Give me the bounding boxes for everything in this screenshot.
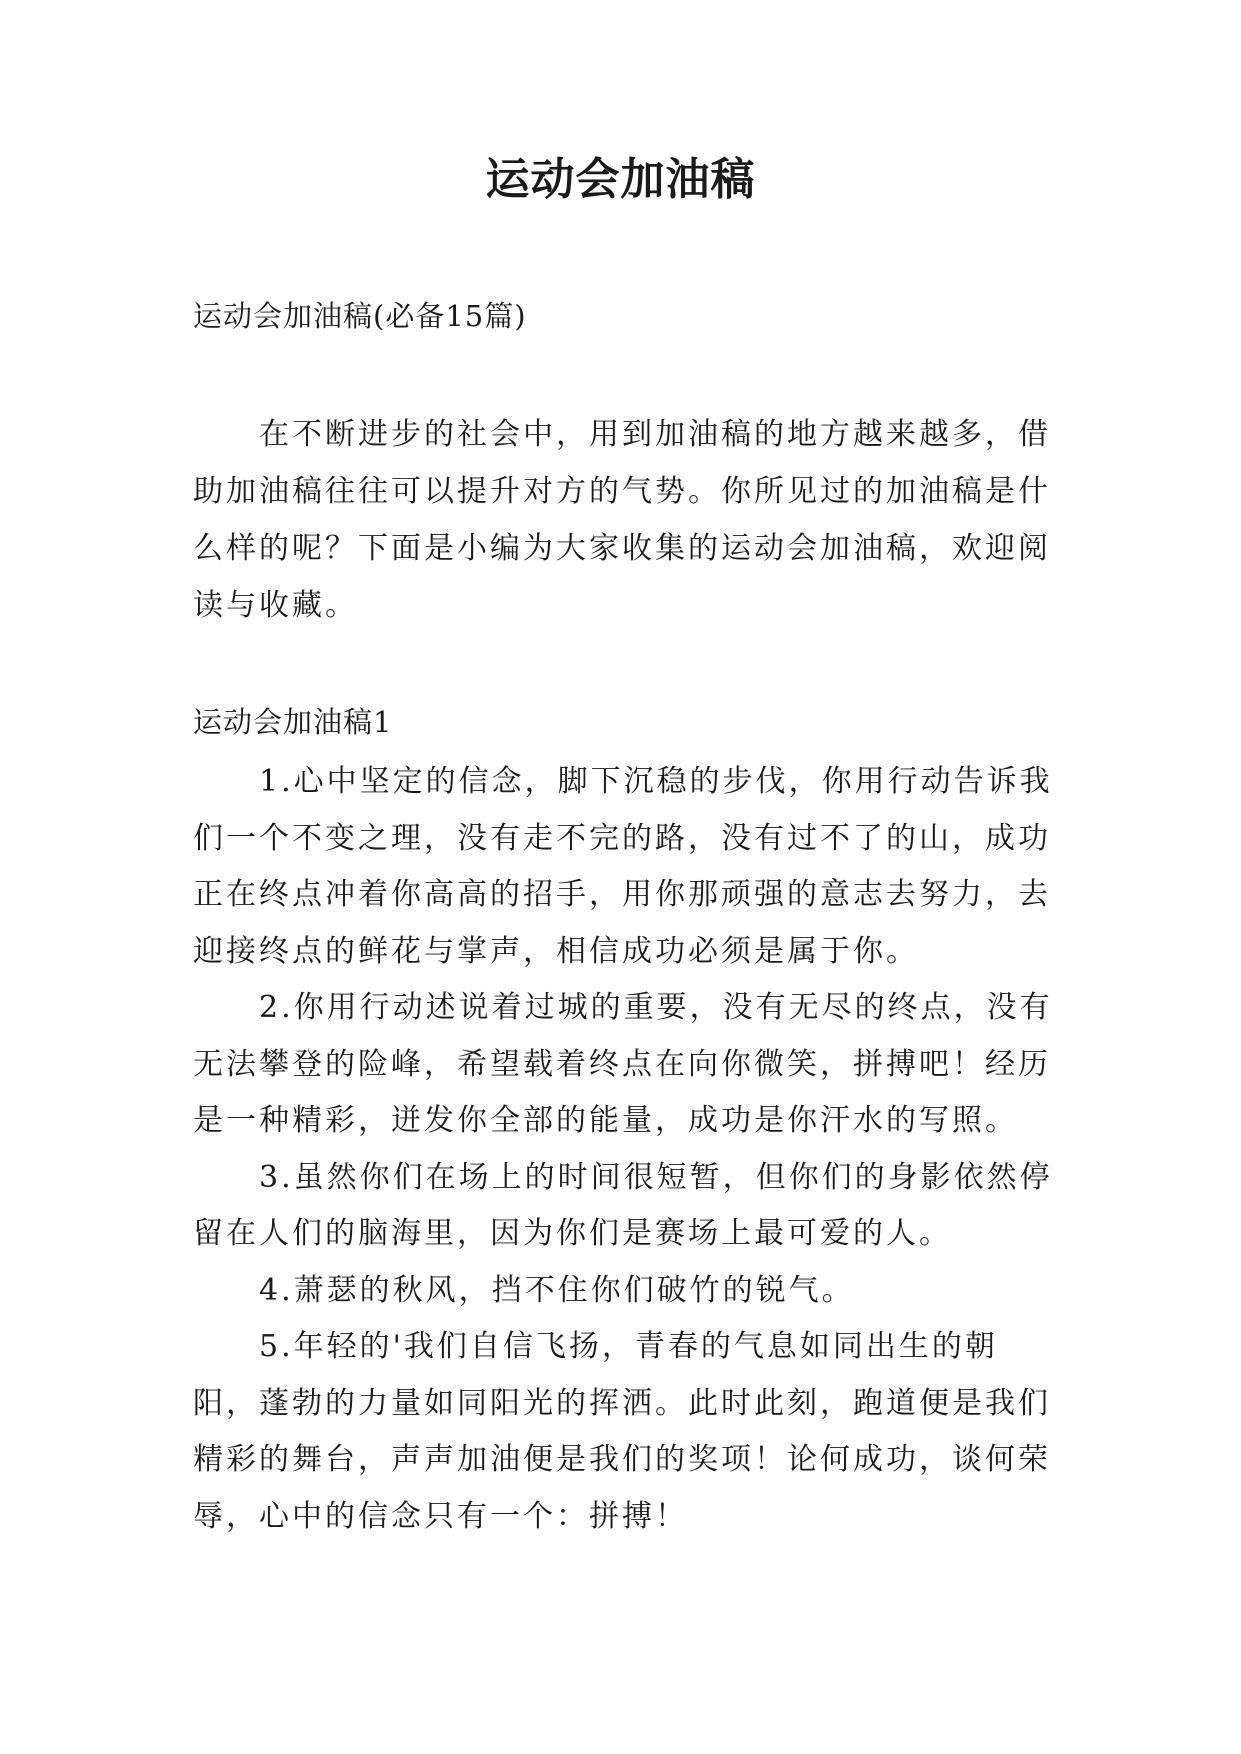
- page-title: 运动会加油稿: [485, 154, 756, 205]
- list-item: 2.你用行动述说着过城的重要，没有无尽的终点，没有无法攀登的险峰，希望载着终点在向你微笑，拼搏吧！经历是一种精彩，迸发你全部的能量，成功是你汗水的写照。: [193, 990, 1053, 1138]
- list-item: 4.萧瑟的秋风，挡不住你们破竹的锐气。: [259, 1272, 855, 1308]
- list-item: 1.心中坚定的信念，脚下沉稳的步伐，你用行动告诉我们一个不变之理，没有走不完的路，没有过不了的山，成功正在终点冲着你高高的招手，用你那顽强的意志去努力，去迎接终点的鲜花与掌声，相信成功必须是属于你。: [193, 764, 1053, 969]
- list-item: 3.虽然你们在场上的时间很短暂，但你们的身影依然停留在人们的脑海里，因为你们是赛场上最可爱的人。: [193, 1159, 1053, 1251]
- cheer-list: [193, 754, 1053, 1545]
- section-heading: 运动会加油稿1: [193, 705, 393, 739]
- list-item: 5.年轻的'我们自信飞扬，青春的气息如同出生的朝阳，蓬勃的力量如同阳光的挥洒。此时此刻，跑道便是我们精彩的舞台，声声加油便是我们的奖项！论何成功，谈何荣辱，心中的信念只有一个：拼搏！: [193, 1329, 1051, 1534]
- document-subtitle: 运动会加油稿(必备15篇): [193, 299, 527, 333]
- intro-paragraph: 在不断进步的社会中，用到加油稿的地方越来越多，借助加油稿往往可以提升对方的气势。你所见过的加油稿是什么样的呢？下面是小编为大家收集的运动会加油稿，欢迎阅读与收藏。: [193, 417, 1051, 623]
